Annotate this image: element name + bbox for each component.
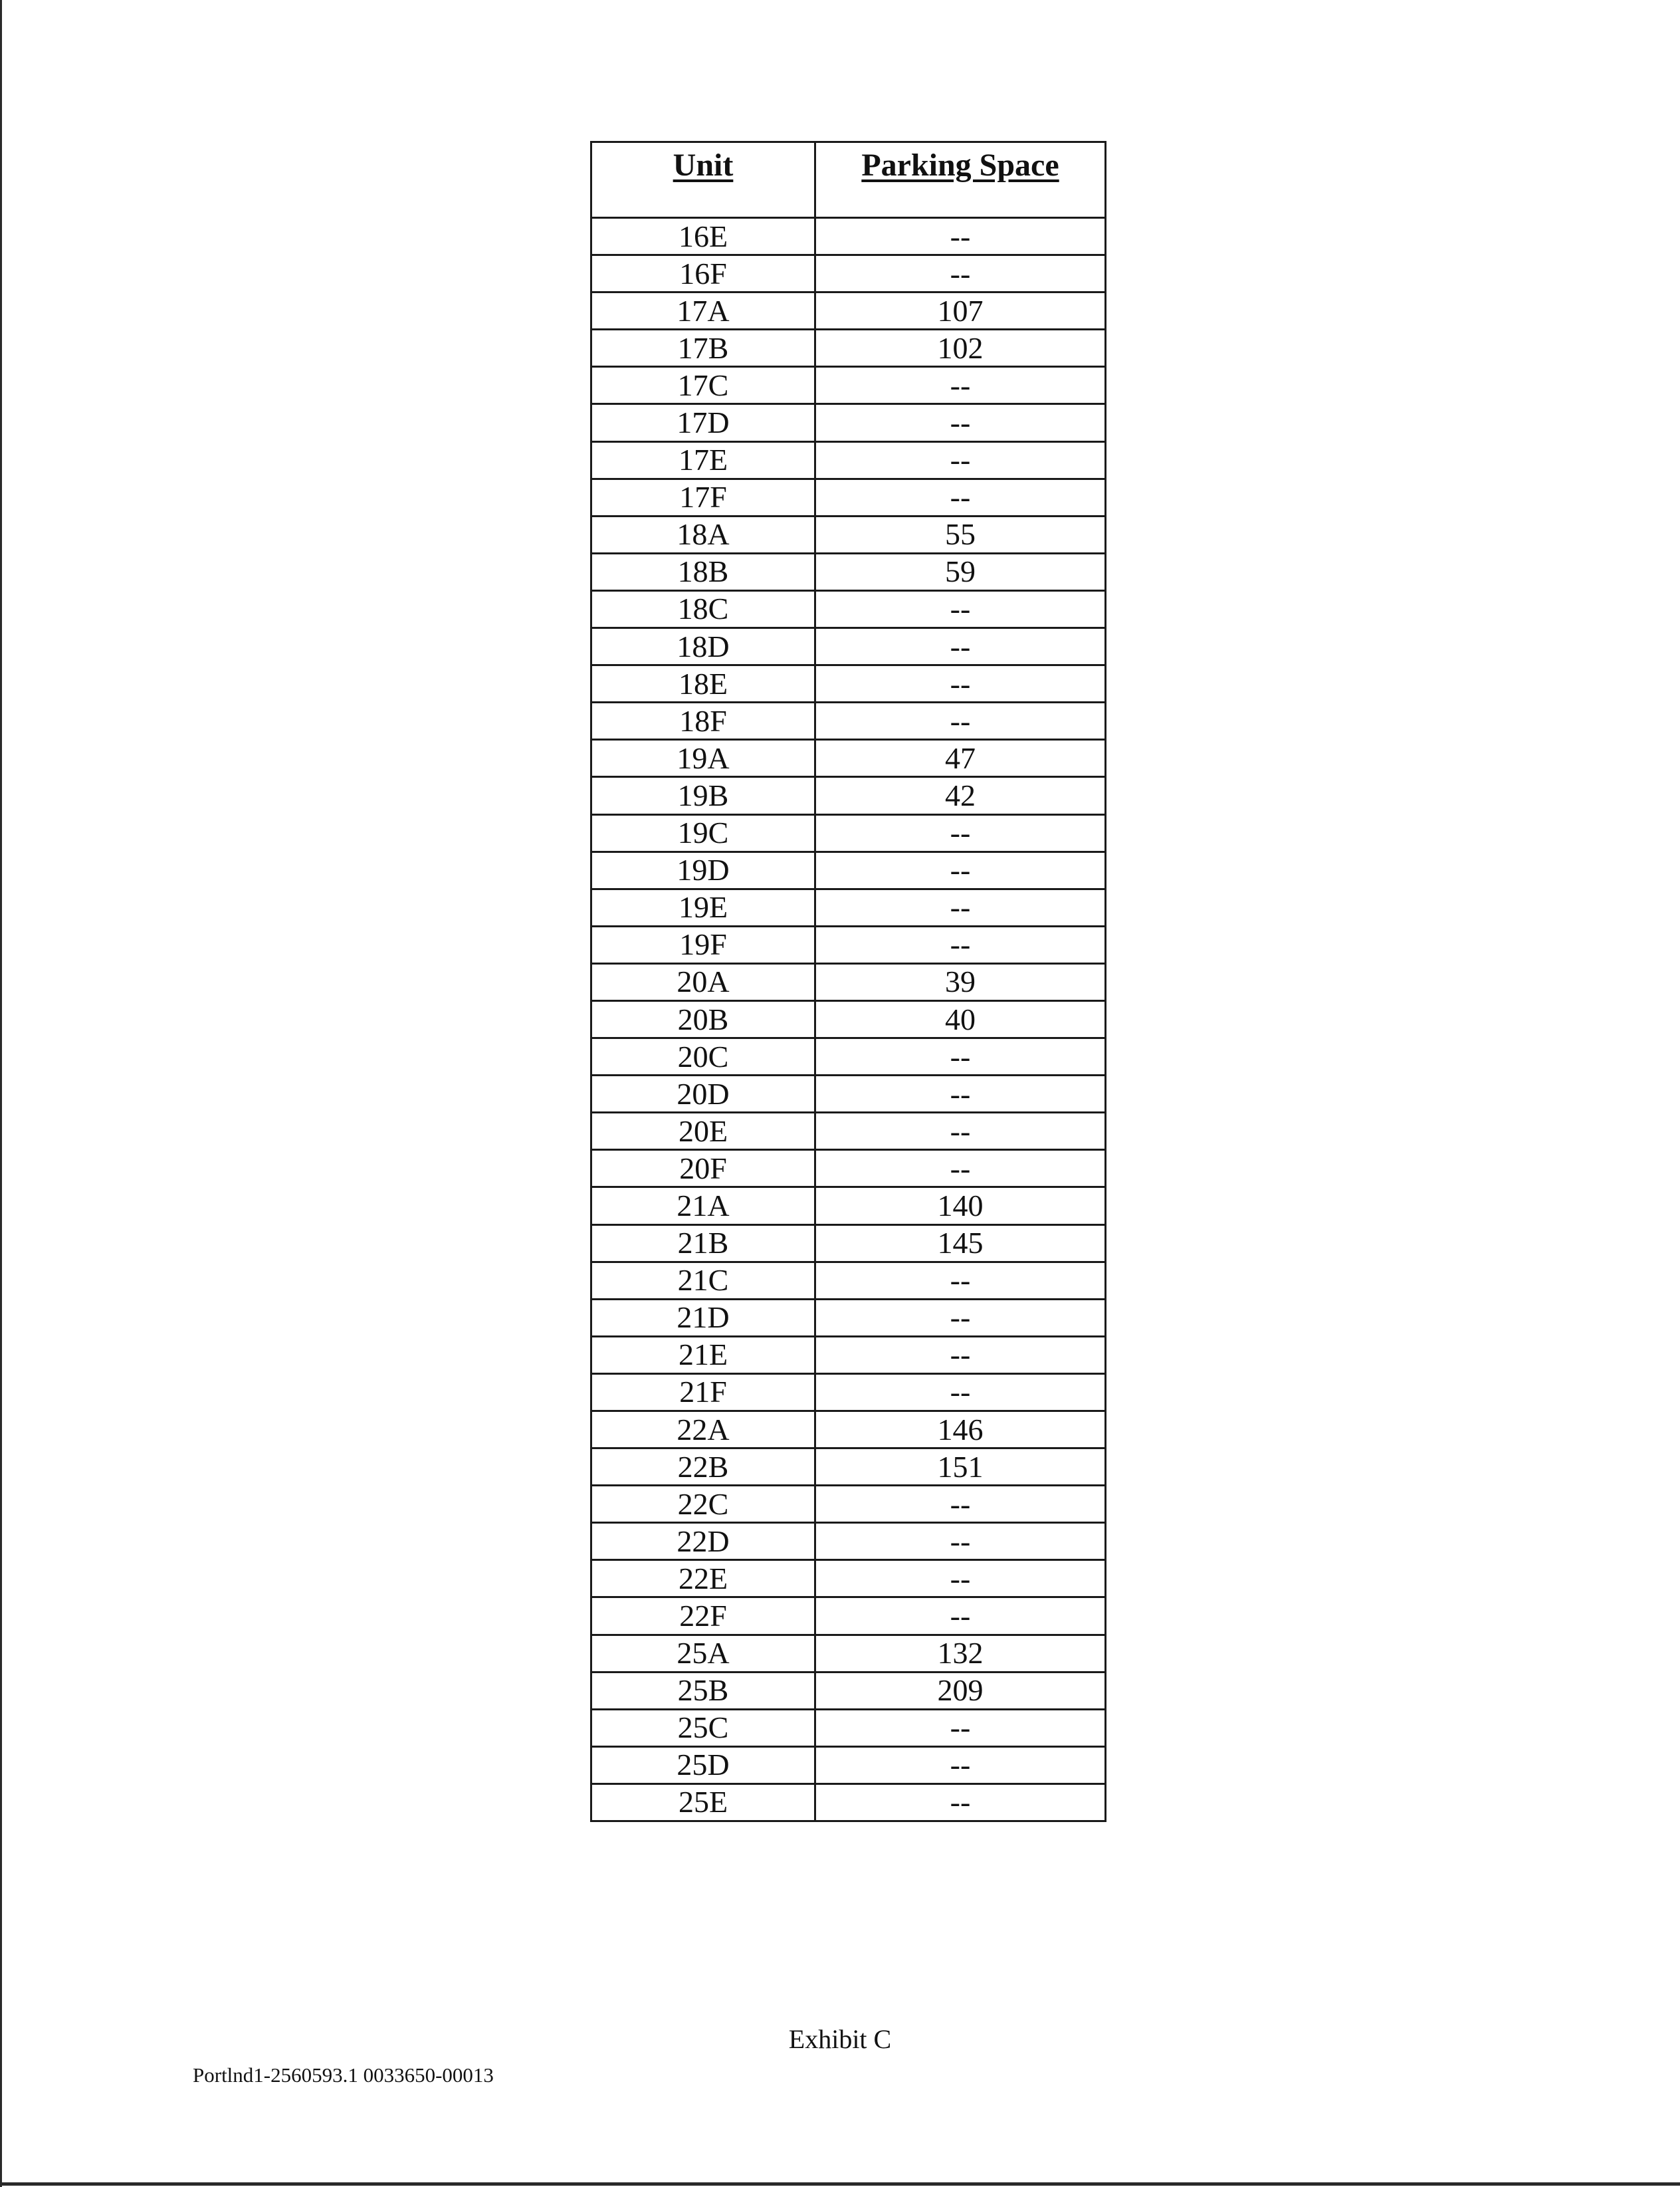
parking-space-cell: -- [815,1076,1106,1113]
parking-space-cell: -- [815,1262,1106,1299]
table-row [591,1560,1106,1597]
parking-space-cell: 59 [815,553,1106,590]
parking-space-cell: 39 [815,963,1106,1000]
unit-cell: 20B [591,1000,815,1038]
parking-space-cell: 146 [815,1411,1106,1448]
unit-cell: 18D [591,628,815,665]
exhibit-label: Exhibit C [788,2024,892,2054]
parking-space-cell: -- [815,590,1106,628]
parking-assignment-table [590,141,1106,1822]
table-row [591,218,1106,255]
table-row [591,1373,1106,1411]
table-row [591,1411,1106,1448]
parking-space-cell: 151 [815,1448,1106,1486]
table-row [591,1038,1106,1076]
table-header-row [591,142,1106,218]
parking-space-cell: -- [815,926,1106,963]
table-row [591,479,1106,516]
table-row [591,1448,1106,1486]
unit-cell: 16E [591,218,815,255]
unit-cell: 25D [591,1746,815,1784]
unit-cell: 21A [591,1187,815,1224]
scan-edge-bottom [0,2182,1680,2186]
table-row [591,1224,1106,1262]
table-row [591,665,1106,703]
parking-space-cell: -- [815,889,1106,926]
unit-cell: 19F [591,926,815,963]
unit-cell: 21E [591,1336,815,1373]
table-row [591,703,1106,740]
table-row [591,814,1106,852]
unit-cell: 19D [591,852,815,889]
unit-cell: 25E [591,1784,815,1821]
parking-space-cell: -- [815,404,1106,441]
unit-cell: 16F [591,255,815,292]
table-row [591,367,1106,404]
table-row [591,777,1106,814]
parking-space-cell: -- [815,628,1106,665]
unit-cell: 18C [591,590,815,628]
unit-cell: 25A [591,1635,815,1672]
parking-space-cell: -- [815,1150,1106,1187]
unit-cell: 22E [591,1560,815,1597]
parking-space-cell: -- [815,1784,1106,1821]
table-row [591,1784,1106,1821]
parking-space-cell: -- [815,479,1106,516]
unit-cell: 22F [591,1597,815,1635]
parking-space-cell: -- [815,1336,1106,1373]
parking-space-cell: -- [815,1113,1106,1150]
parking-space-cell: -- [815,703,1106,740]
parking-space-cell: -- [815,1373,1106,1411]
table-row [591,590,1106,628]
table-body [591,218,1106,1821]
table-row [591,1076,1106,1113]
table-row [591,889,1106,926]
table-row [591,1336,1106,1373]
table-row [591,1187,1106,1224]
unit-cell: 17B [591,330,815,367]
parking-space-cell: 145 [815,1224,1106,1262]
parking-space-cell: -- [815,1038,1106,1076]
table-row [591,926,1106,963]
table-row [591,1113,1106,1150]
parking-space-cell: -- [815,1560,1106,1597]
parking-space-cell: -- [815,367,1106,404]
unit-cell: 17F [591,479,815,516]
parking-space-cell: -- [815,1709,1106,1746]
parking-space-cell: 42 [815,777,1106,814]
table-row [591,1635,1106,1672]
parking-space-cell: -- [815,1299,1106,1336]
unit-cell: 25C [591,1709,815,1746]
unit-cell: 17D [591,404,815,441]
unit-cell: 18F [591,703,815,740]
parking-space-cell: -- [815,1746,1106,1784]
table-row [591,963,1106,1000]
table-row [591,1709,1106,1746]
unit-cell: 18E [591,665,815,703]
table-row [591,292,1106,330]
unit-cell: 21D [591,1299,815,1336]
unit-cell: 22B [591,1448,815,1486]
unit-column-header: Unit [591,142,815,218]
parking-space-cell: 107 [815,292,1106,330]
unit-cell: 19A [591,740,815,777]
unit-cell: 20A [591,963,815,1000]
table-row [591,516,1106,553]
unit-cell: 25B [591,1672,815,1709]
document-id: Portlnd1-2560593.1 0033650-00013 [193,2063,494,2087]
parking-space-cell: 47 [815,740,1106,777]
table-row [591,852,1106,889]
unit-cell: 17A [591,292,815,330]
unit-cell: 20E [591,1113,815,1150]
unit-cell: 17E [591,441,815,479]
parking-space-cell: 209 [815,1672,1106,1709]
table-row [591,1299,1106,1336]
table-row [591,1746,1106,1784]
table-row [591,441,1106,479]
parking-space-cell: -- [815,665,1106,703]
unit-cell: 20D [591,1076,815,1113]
parking-space-cell: 55 [815,516,1106,553]
parking-space-cell: -- [815,441,1106,479]
table-row [591,1597,1106,1635]
parking-space-cell: -- [815,1486,1106,1523]
unit-cell: 19B [591,777,815,814]
parking-space-cell: -- [815,814,1106,852]
unit-cell: 18B [591,553,815,590]
unit-cell: 19E [591,889,815,926]
table-row [591,1262,1106,1299]
unit-cell: 21B [591,1224,815,1262]
table-row [591,628,1106,665]
parking-space-cell: -- [815,1597,1106,1635]
table-row [591,1150,1106,1187]
unit-cell: 21C [591,1262,815,1299]
table-row [591,1000,1106,1038]
unit-cell: 17C [591,367,815,404]
parking-space-cell: 102 [815,330,1106,367]
parking-space-cell: -- [815,218,1106,255]
table-row [591,740,1106,777]
unit-cell: 19C [591,814,815,852]
unit-cell: 18A [591,516,815,553]
parking-space-cell: 140 [815,1187,1106,1224]
unit-cell: 20C [591,1038,815,1076]
parking-space-cell: -- [815,852,1106,889]
unit-cell: 21F [591,1373,815,1411]
unit-cell: 22C [591,1486,815,1523]
parking-space-cell: 40 [815,1000,1106,1038]
unit-cell: 22A [591,1411,815,1448]
table-row [591,1523,1106,1560]
table-row [591,255,1106,292]
parking-space-column-header: Parking Space [815,142,1106,218]
table-row [591,1672,1106,1709]
parking-space-cell: -- [815,255,1106,292]
unit-cell: 20F [591,1150,815,1187]
table-row [591,330,1106,367]
parking-space-cell: -- [815,1523,1106,1560]
table-row [591,404,1106,441]
table-row [591,1486,1106,1523]
table-row [591,553,1106,590]
unit-cell: 22D [591,1523,815,1560]
parking-space-cell: 132 [815,1635,1106,1672]
scan-edge-left [0,0,2,2187]
